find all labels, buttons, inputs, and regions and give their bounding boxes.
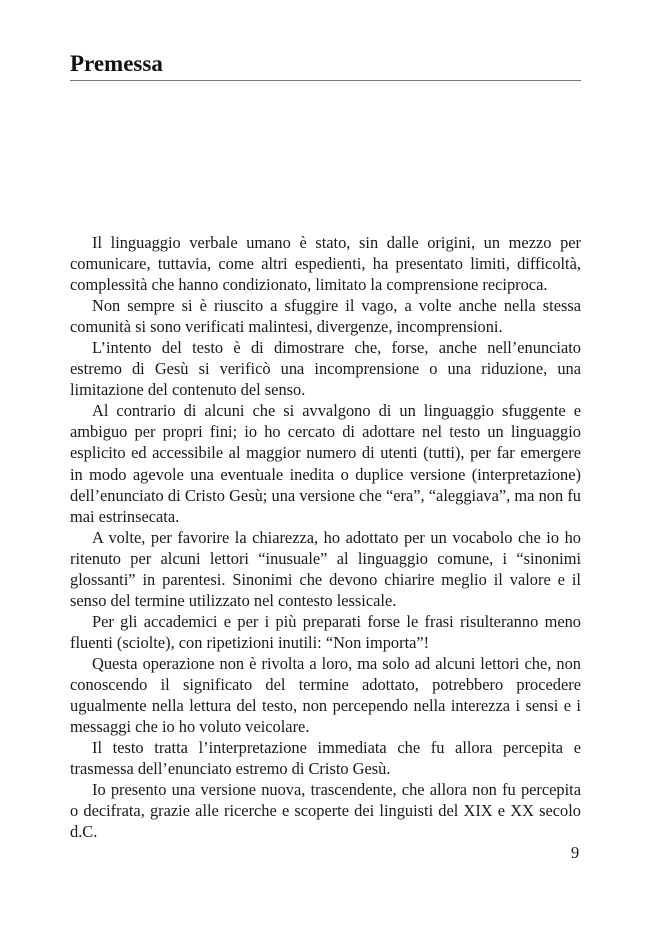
paragraph: Per gli accademici e per i più preparati forse le frasi risulteranno meno fluenti (sciolte), con ripetizioni inutili: “Non importa”!: [70, 611, 581, 652]
paragraph: Il testo tratta l’interpretazione immediata che fu allora percepita e trasmessa dell’enunciato estremo di Cristo Gesù.: [70, 738, 581, 779]
paragraph: Al contrario di alcuni che si avvalgono di un linguaggio sfuggente e ambiguo per propri fini; io ho cercato di adottare nel testo un linguaggio esplicito ed accessibile al maggior numero di utenti (tutti), per far emergere in modo agevole una eventuale inedita o duplice versione (interpretazione) dell’enunciato di Cristo Gesù; una versione che “era”, “aleggiava”, ma non fu mai estrinsecata.: [70, 401, 581, 526]
paragraph: Non sempre si è riuscito a sfuggire il vago, a volte anche nella stessa comunità si sono verificati malintesi, divergenze, incomprensioni.: [70, 296, 581, 337]
paragraph: A volte, per favorire la chiarezza, ho adottato per un vocabolo che io ho ritenuto per alcuni lettori “inusuale” al linguaggio comune, i “sinonimi glossanti” in parentesi. Sinonimi che devono chiarire meglio il valore e il senso del termine utilizzato nel contesto lessicale.: [70, 527, 581, 610]
body-text: [70, 232, 581, 842]
paragraph: Io presento una versione nuova, trascendente, che allora non fu percepita o decifrata, grazie alle ricerche e scoperte dei linguisti del XIX e XX secolo d.C.: [70, 780, 581, 842]
paragraph: Il linguaggio verbale umano è stato, sin dalle origini, un mezzo per comunicare, tuttavia, come altri espedienti, ha presentato limiti, difficoltà, complessità che hanno condizionato, limitato la comprensione reciproca.: [70, 233, 581, 295]
title-divider: [70, 80, 581, 81]
paragraph: L’intento del testo è di dimostrare che, forse, anche nell’enunciato estremo di Gesù si verificò una incomprensione o una riduzione, una limitazione del contenuto del senso.: [70, 338, 581, 400]
paragraph: Questa operazione non è rivolta a loro, ma solo ad alcuni lettori che, non conoscendo il significato del termine adottato, potrebbero procedere ugualmente nella lettura del testo, non percependo nella interezza i sensi e i messaggi che io ho voluto veicolare.: [70, 653, 581, 737]
chapter-title: Premessa: [70, 51, 163, 76]
page-number: 9: [571, 843, 580, 862]
